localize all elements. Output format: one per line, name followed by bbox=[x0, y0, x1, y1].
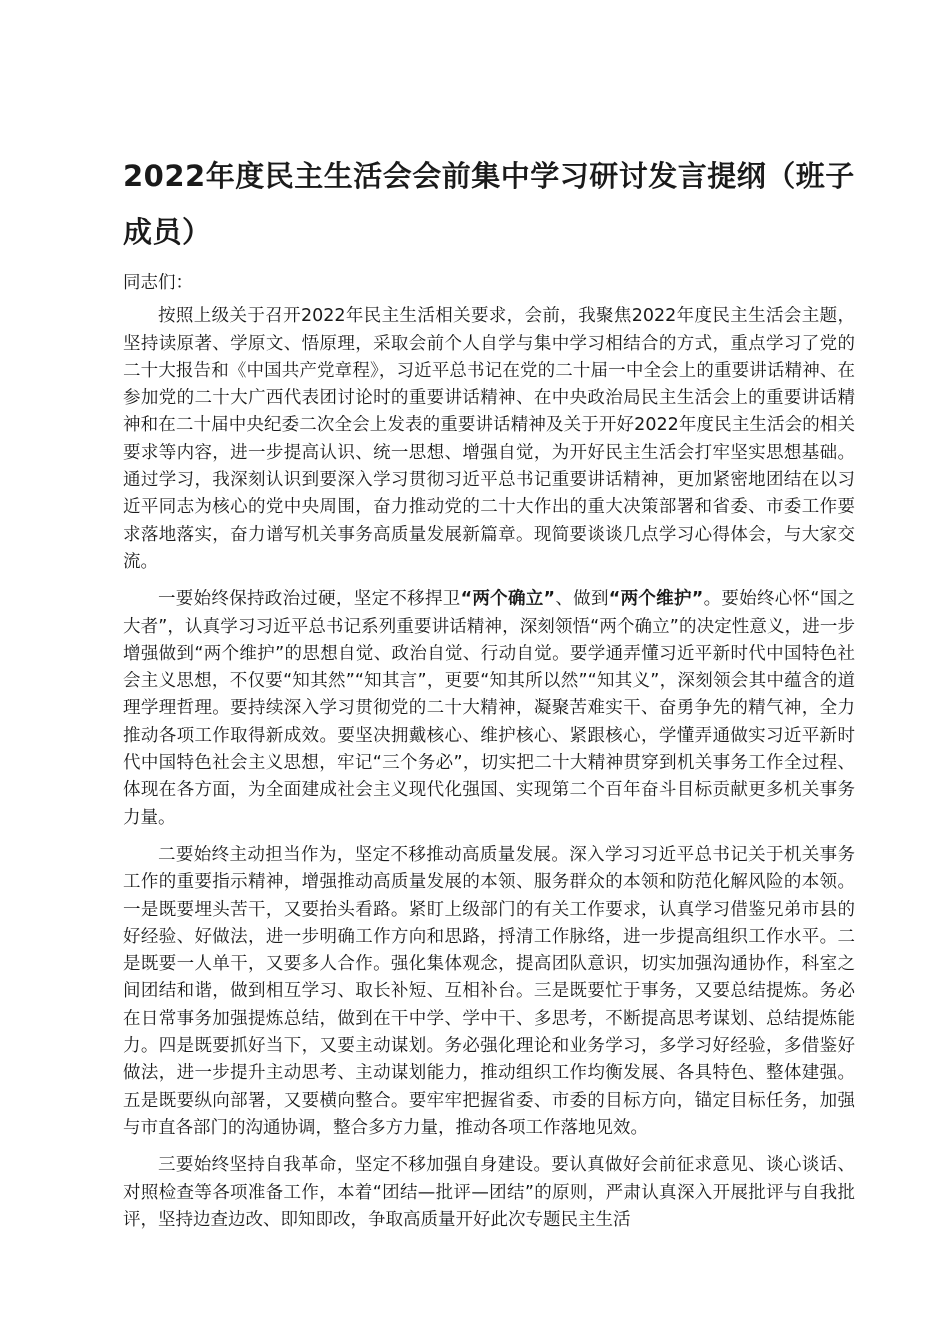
paragraph-point-3: 三要始终坚持自我革命，坚定不移加强自身建设。要认真做好会前征求意见、谈心谈话、对照检查等各项准备工作，本着“团结—批评—团结”的原则，严肃认真深入开展批评与自我批评，坚持边查边改、即知即改，争取高质量开好此次专题民主生活 bbox=[123, 1155, 855, 1230]
document-title: 2022年度民主生活会会前集中学习研讨发言提纲（班子成员） bbox=[123, 159, 855, 249]
point-1-body: 。要始终心怀“国之大者”，认真学习习近平总书记系列重要讲话精神，深刻领悟“两个确立”的决定性意义，进一步增强做到“两个维护”的思想自觉、政治自觉、行动自觉。要学通弄懂习近平新时代中国特色社会主义思想，不仅要“知其然”“知其言”，更要“知其所以然”“知其义”，深刻领会其中蕴含的道理学理哲理。要持续深入学习贯彻党的二十大精神，凝聚苦难实干、奋勇争先的精气神，全力推动各项工作取得新成效。要坚决拥戴核心、维护核心、紧跟核心，学懂弄通做实习近平新时代中国特色社会主义思想，牢记“三个务必”，切实把二十大精神贯穿到机关事务工作全过程、体现在各方面，为全面建成社会主义现代化强国、实现第二个百年奋斗目标贡献更多机关事务力量。 bbox=[123, 589, 856, 828]
point-1-quote-two-establishments: “两个确立” bbox=[460, 589, 556, 610]
salutation: 同志们： bbox=[123, 273, 193, 293]
paragraph-point-1 bbox=[123, 586, 855, 832]
point-1-lead: 一要始终保持政治过硬，坚定不移捍卫 bbox=[158, 589, 461, 610]
paragraph-point-2: 二要始终主动担当作为，坚定不移推动高质量发展。深入学习习近平总书记关于机关事务工作的重要指示精神，增强推动高质量发展的本领、服务群众的本领和防范化解风险的本领。一是既要埋头苦干，又要抬头看路。紧盯上级部门的有关工作要求，认真学习借鉴兄弟市县的好经验、好做法，进一步明确工作方向和思路，捋清工作脉络，进一步提高组织工作水平。二是既要一人单干，又要多人合作。强化集体观念，提高团队意识，切实加强沟通协作，科室之间团结和谐，做到相互学习、取长补短、互相补台。三是既要忙于事务，又要总结提炼。务必在日常事务加强提炼总结，做到在干中学、学中干、多思考，不断提高思考谋划、总结提炼能力。四是既要抓好当下，又要主动谋划。务必强化理论和业务学习，多学习好经验，多借鉴好做法，进一步提升主动思考、主动谋划能力，推动组织工作均衡发展、各具特色、整体建强。五是既要纵向部署，又要横向整合。要牢牢把握省委、市委的目标方向，锚定目标任务，加强与市直各部门的沟通协调，整合多方力量，推动各项工作落地见效。 bbox=[123, 844, 855, 1138]
point-1-mid: 、做到 bbox=[555, 589, 609, 610]
paragraph-intro: 按照上级关于召开2022年民主生活相关要求，会前，我聚焦2022年度民主生活会主题，坚持读原著、学原文、悟原理，采取会前个人自学与集中学习相结合的方式，重点学习了党的二十大报告和《中国共产党章程》，习近平总书记在党的二十届一中全会上的重要讲话精神、在参加党的二十大广西代表团讨论时的重要讲话精神、在中央政治局民主生活会上的重要讲话精神和在二十届中央纪委二次全会上发表的重要讲话精神及关于开好2022年度民主生活会的相关要求等内容，进一步提高认识、统一思想、增强自觉，为开好民主生活会打牢坚实思想基础。通过学习，我深刻认识到要深入学习贯彻习近平总书记重要讲话精神，更加紧密地团结在以习近平同志为核心的党中央周围，奋力推动党的二十大作出的重大决策部署和省委、市委工作要求落地落实，奋力谱写机关事务高质量发展新篇章。现简要谈谈几点学习心得体会，与大家交流。 bbox=[123, 306, 855, 572]
point-1-quote-two-safeguards: “两个维护” bbox=[608, 589, 704, 610]
document-page bbox=[123, 148, 855, 1234]
